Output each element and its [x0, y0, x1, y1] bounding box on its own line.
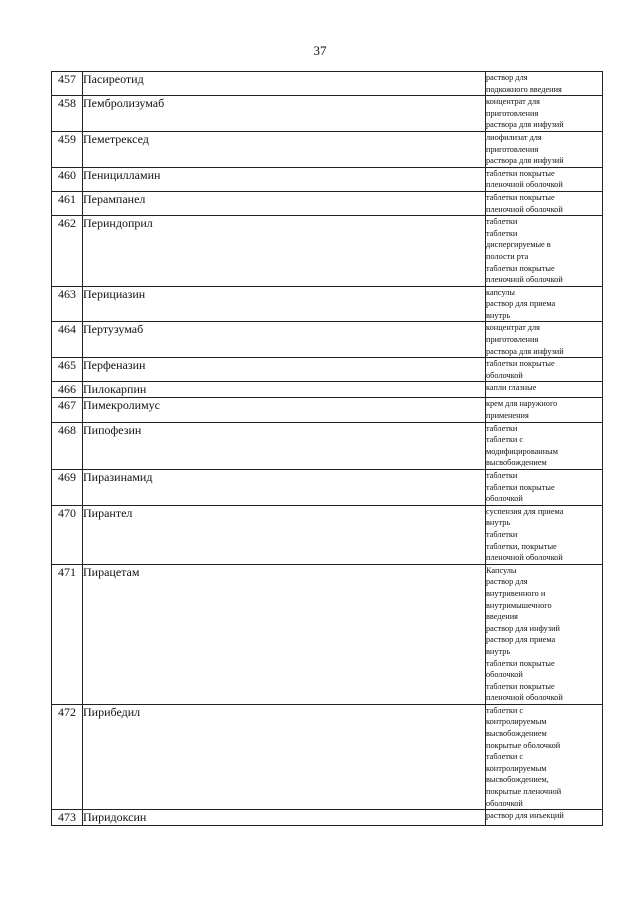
dosage-form-line: пленочной оболочкой [486, 693, 563, 703]
dosage-form-line: высвобождением [486, 458, 547, 468]
table-row [52, 286, 603, 322]
dosage-forms [486, 286, 603, 322]
table-row [52, 422, 603, 469]
table-row [52, 216, 603, 287]
dosage-form-line: диспергируемые в [486, 240, 551, 250]
dosage-form-line: контролируемым [486, 763, 547, 773]
drug-name: Пимекролимус [83, 398, 486, 422]
dosage-form-line: таблетки с [486, 705, 524, 715]
table-row [52, 564, 603, 704]
dosage-form-line: покрытые пленочной [486, 787, 562, 797]
row-number: 468 [52, 422, 83, 469]
drug-name: Пиразинамид [83, 470, 486, 506]
drug-name: Пиридоксин [83, 810, 486, 826]
row-number: 466 [52, 382, 83, 398]
dosage-form-line: раствор для [486, 577, 528, 587]
row-number: 470 [52, 505, 83, 564]
dosage-form-line: концентрат для [486, 97, 540, 107]
dosage-form-line: покрытые оболочкой [486, 740, 561, 750]
row-number: 471 [52, 564, 83, 704]
row-number: 467 [52, 398, 83, 422]
row-number: 462 [52, 216, 83, 287]
drug-name: Перициазин [83, 286, 486, 322]
dosage-forms [486, 810, 603, 826]
row-number: 457 [52, 72, 83, 96]
dosage-forms [486, 72, 603, 96]
dosage-form-line: применения [486, 411, 529, 421]
dosage-forms [486, 131, 603, 167]
dosage-forms [486, 382, 603, 398]
drug-name: Пеницилламин [83, 167, 486, 191]
dosage-form-line: полости рта [486, 251, 529, 261]
row-number: 459 [52, 131, 83, 167]
dosage-form-line: модифицированным [486, 446, 559, 456]
table-row [52, 382, 603, 398]
dosage-form-line: таблетки покрытые [486, 359, 555, 369]
page-number: 37 [313, 43, 327, 58]
dosage-form-line: суспензия для приема [486, 506, 564, 516]
table-row [52, 167, 603, 191]
row-number: 458 [52, 96, 83, 132]
dosage-forms [486, 191, 603, 215]
dosage-form-line: лиофилизат для [486, 132, 542, 142]
dosage-form-line: контролируемым [486, 717, 547, 727]
dosage-form-line: таблетки [486, 217, 518, 227]
dosage-form-line: приготовления [486, 144, 539, 154]
dosage-form-line: раствора для инфузий [486, 346, 564, 356]
dosage-forms [486, 398, 603, 422]
dosage-form-line: таблетки покрытые [486, 482, 555, 492]
dosage-form-line: таблетки покрытые [486, 192, 555, 202]
drug-name: Перампанел [83, 191, 486, 215]
dosage-form-line: раствор для инфузий [486, 623, 560, 633]
dosage-forms [486, 358, 603, 382]
dosage-form-line: раствора для инфузий [486, 156, 564, 166]
dosage-form-line: пленочной оболочкой [486, 204, 563, 214]
dosage-form-line: концентрат для [486, 323, 540, 333]
dosage-form-line: раствора для инфузий [486, 120, 564, 130]
table-row [52, 131, 603, 167]
drug-name: Перфеназин [83, 358, 486, 382]
drug-name: Пирацетам [83, 564, 486, 704]
row-number: 463 [52, 286, 83, 322]
table-row [52, 191, 603, 215]
table-row [52, 72, 603, 96]
table-row [52, 358, 603, 382]
dosage-forms [486, 470, 603, 506]
dosage-form-line: введения [486, 612, 518, 622]
dosage-forms [486, 322, 603, 358]
table-row [52, 704, 603, 809]
dosage-forms [486, 505, 603, 564]
dosage-form-line: таблетки покрытые [486, 168, 555, 178]
drug-name: Пирантел [83, 505, 486, 564]
dosage-form-line: внутрь [486, 518, 511, 528]
table-row [52, 505, 603, 564]
table-row [52, 322, 603, 358]
dosage-form-line: раствор для [486, 73, 528, 82]
row-number: 473 [52, 810, 83, 826]
dosage-form-line: высвобождением [486, 729, 547, 739]
drug-name: Пасиреотид [83, 72, 486, 96]
dosage-form-line: оболочкой [486, 670, 523, 680]
dosage-form-line: таблетки покрытые [486, 658, 555, 668]
dosage-form-line: оболочкой [486, 370, 523, 380]
row-number: 464 [52, 322, 83, 358]
drug-name: Пипофезин [83, 422, 486, 469]
dosage-forms [486, 422, 603, 469]
dosage-form-line: раствор для приема [486, 299, 556, 309]
dosage-forms [486, 216, 603, 287]
dosage-form-line: внутрь [486, 646, 511, 656]
dosage-form-line: высвобождением, [486, 775, 549, 785]
drug-table-body [52, 72, 603, 826]
dosage-form-line: таблетки [486, 423, 518, 433]
dosage-form-line: пленочной оболочкой [486, 553, 563, 563]
dosage-form-line: таблетки покрытые [486, 681, 555, 691]
dosage-form-line: таблетки с [486, 435, 524, 445]
dosage-form-line: внутривенного и [486, 588, 546, 598]
row-number: 472 [52, 704, 83, 809]
dosage-form-line: приготовления [486, 108, 539, 118]
dosage-form-line: внутрь [486, 310, 511, 320]
dosage-form-line: таблетки [486, 228, 518, 238]
drug-name: Пеметрексед [83, 131, 486, 167]
drug-name: Пертузумаб [83, 322, 486, 358]
row-number: 465 [52, 358, 83, 382]
table-row [52, 398, 603, 422]
table-row [52, 96, 603, 132]
row-number: 460 [52, 167, 83, 191]
row-number: 461 [52, 191, 83, 215]
dosage-form-line: капсулы [486, 287, 515, 297]
dosage-form-line: таблетки, покрытые [486, 541, 557, 551]
dosage-form-line: капли глазные [486, 383, 537, 393]
dosage-form-line: таблетки покрытые [486, 263, 555, 273]
dosage-form-line: внутримышечного [486, 600, 552, 610]
drug-name: Периндоприл [83, 216, 486, 287]
dosage-form-line: подкожного введения [486, 84, 562, 94]
dosage-form-line: оболочкой [486, 798, 523, 808]
dosage-form-line: Капсулы [486, 565, 517, 575]
drug-name: Пирибедил [83, 704, 486, 809]
drug-name: Пембролизумаб [83, 96, 486, 132]
dosage-form-line: оболочкой [486, 494, 523, 504]
dosage-form-line: крем для наружного [486, 399, 558, 409]
drug-table [51, 71, 603, 826]
dosage-forms [486, 564, 603, 704]
dosage-form-line: раствор для приема [486, 635, 556, 645]
table-row [52, 470, 603, 506]
dosage-forms [486, 96, 603, 132]
dosage-form-line: таблетки [486, 529, 518, 539]
dosage-form-line: таблетки с [486, 752, 524, 762]
dosage-form-line: пленочной оболочкой [486, 180, 563, 190]
table-row [52, 810, 603, 826]
drug-name: Пилокарпин [83, 382, 486, 398]
dosage-form-line: пленочной оболочкой [486, 275, 563, 285]
dosage-forms [486, 167, 603, 191]
dosage-form-line: таблетки [486, 471, 518, 480]
row-number: 469 [52, 470, 83, 506]
dosage-form-line: приготовления [486, 335, 539, 345]
dosage-forms [486, 704, 603, 809]
dosage-form-line: раствор для инъекций [486, 811, 564, 821]
